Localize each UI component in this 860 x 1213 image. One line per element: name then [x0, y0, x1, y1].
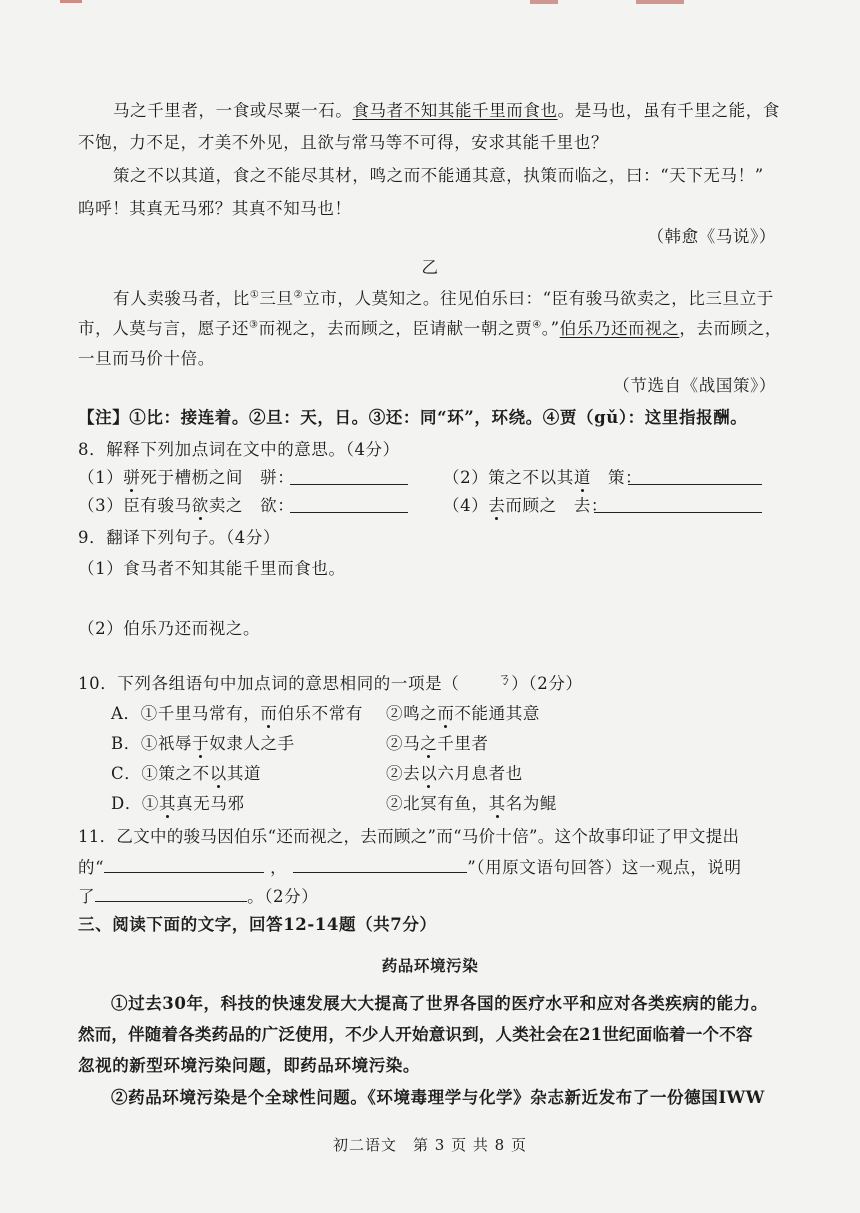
handwritten-mark: ㄋ: [497, 670, 513, 688]
article-title: 药品环境污染: [381, 956, 479, 975]
top-mark: [636, 0, 684, 4]
q8-item4: （4）去而顾之 去：: [443, 496, 609, 515]
jia-para2-line2: 呜呼！其真无马邪？其真不知马也！: [78, 199, 352, 218]
q11-answer-blank-1[interactable]: [104, 856, 264, 873]
q10-option-c2: ②去以六月息者也: [386, 764, 523, 783]
q10-option-a1: A．①千里马常有，而伯乐不常有: [111, 704, 363, 723]
jia-source: （韩愈《马说》）: [647, 227, 776, 246]
yi-line3: 一旦而马价十倍。: [78, 349, 215, 368]
underlined-sentence: 食马者不知其能千里而食也: [352, 101, 558, 120]
underlined-sentence: 伯乐乃还而视之: [559, 319, 680, 338]
section3-title: 三、阅读下面的文字，回答12-14题（共7分）: [78, 915, 437, 934]
jia-para2-line1: 策之不以其道，食之不能尽其材，鸣之而不能通其意，执策而临之，曰：“天下无马！”: [113, 166, 764, 185]
top-mark: [530, 0, 558, 4]
q9-sentence2: （2）伯乐乃还而视之。: [78, 619, 261, 638]
q10-option-b1: B．①祇辱于奴隶人之手: [111, 734, 295, 753]
page-footer: 初二语文 第 3 页 共 8 页: [333, 1136, 527, 1154]
q8-item3: （3）臣有骏马欲卖之 欲：: [78, 496, 295, 515]
article-p1-line3: 忽视的新型环境污染问题，即药品环境污染。: [78, 1056, 420, 1075]
q11-answer-blank-2[interactable]: [293, 856, 467, 873]
q11-line2: 的“ ， ”（用原文语句回答）这一观点，说明: [78, 858, 742, 877]
article-p1-line2: 然而，伴随着各类药品的广泛使用，不少人开始意识到，人类社会在21世纪面临着一个不容: [78, 1025, 753, 1044]
annotation-note: 【注】①比：接连着。②旦：天，日。③还：同“环”，环绕。④贾（gǔ）：这里指报酬。: [78, 408, 748, 427]
yi-source: （节选自《战国策》）: [613, 376, 776, 395]
yi-line2: 市，人莫与言，愿子还③而视之，去而顾之，臣请献一朝之贾④。”伯乐乃还而视之，去而顾之，: [78, 319, 782, 338]
q10-title: 10．下列各组语句中加点词的意思相同的一项是（ ）（2分）: [78, 674, 583, 693]
q10-option-a2: ②鸣之而不能通其意: [386, 704, 540, 723]
q8-item1: （1）骈死于槽枥之间 骈：: [78, 468, 295, 487]
yi-heading: 乙: [421, 258, 439, 277]
top-mark: [60, 0, 82, 3]
q11-line1: 11．乙文中的骏马因伯乐“还而视之，去而顾之”而“马价十倍”。这个故事印证了甲文提出: [78, 827, 740, 846]
jia-para1-line1: 马之千里者，一食或尽粟一石。食马者不知其能千里而食也。是马也，虽有千里之能，食: [113, 101, 780, 120]
q8-answer-blank-3[interactable]: [290, 496, 408, 513]
q10-option-c1: C．①策之不以其道: [111, 764, 262, 783]
q8-title: 8．解释下列加点词在文中的意思。（4分）: [78, 440, 400, 459]
q8-answer-blank-4[interactable]: [594, 496, 762, 513]
jia-para1-line2: 不饱，力不足，才美不外见，且欲与常马等不可得，安求其能千里也？: [78, 133, 609, 152]
q11-answer-blank-3[interactable]: [95, 885, 247, 902]
q9-sentence1: （1）食马者不知其能千里而食也。: [78, 559, 346, 578]
q8-answer-blank-1[interactable]: [290, 468, 408, 485]
q10-option-d1: D．①其真无马邪: [111, 794, 245, 813]
top-edge-marks: [0, 0, 860, 8]
yi-line1: 有人卖骏马者，比①三旦②立市，人莫知之。往见伯乐曰：“臣有骏马欲卖之，比三旦立于: [113, 289, 774, 308]
q9-title: 9．翻译下列句子。（4分）: [78, 528, 281, 547]
article-p1-line1: ①过去30年，科技的快速发展大大提高了世界各国的医疗水平和应对各类疾病的能力。: [111, 994, 768, 1013]
q8-item2: （2）策之不以其道 策：: [443, 468, 643, 487]
article-p2-line1: ②药品环境污染是个全球性问题。《环境毒理学与化学》杂志新近发布了一份德国IWW: [111, 1088, 765, 1107]
q11-line3: 了 。（2分）: [78, 887, 319, 906]
q10-option-b2: ②马之千里者: [386, 734, 489, 753]
q10-option-d2: ②北冥有鱼，其名为鲲: [386, 794, 558, 813]
q8-answer-blank-2[interactable]: [628, 468, 762, 485]
